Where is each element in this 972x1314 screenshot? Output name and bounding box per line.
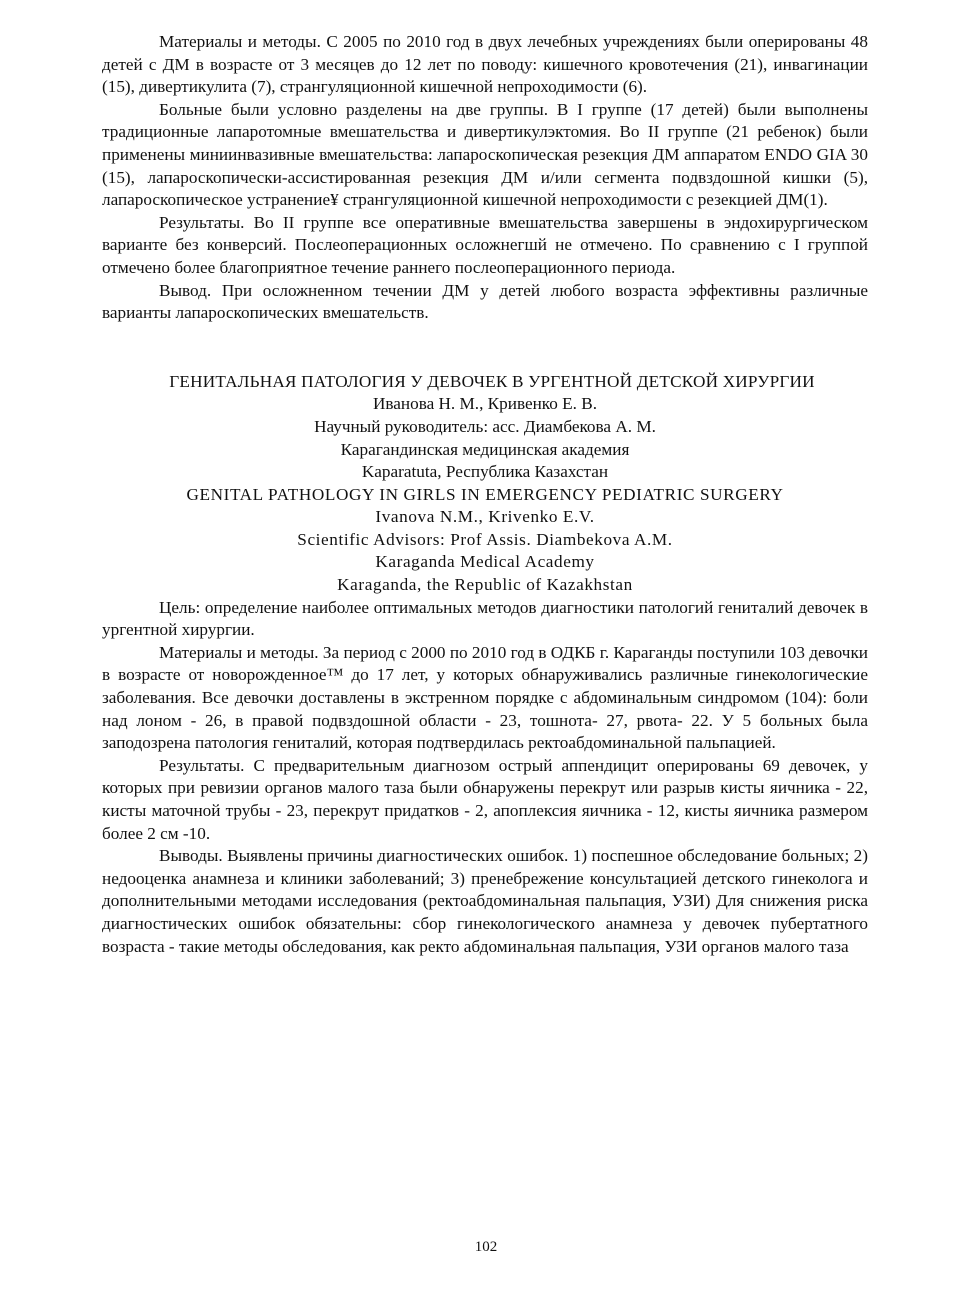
article2-paragraph: Цель: определение наиболее оптимальных методов диагностики патологий гениталий девочек в ургентной хирургии.	[102, 597, 868, 640]
article1-paragraph: Результаты. Во II группе все оперативные вмешательства завершены в эндохирургическом варианте без конверсий. Послеоперационных осложнегшй не отмечено. По сравнению с I группой отмечено более благоприятное течение раннего послеоперационного периода.	[102, 212, 868, 277]
page-number: 102	[474, 1239, 498, 1255]
article1-paragraph: Больные были условно разделены на две группы. В I группе (17 детей) были выполнены традиционные лапаротомные вмешательства и дивертикулэктомия. Во II группе (21 ребенок) были применены миниинвазивные вмешательства: лапароскопическая резекция ДМ аппаратом ENDO GIA 30 (15), лапароскопически-ассистированная резекция ДМ и/или сегмента подвздошной кишки (5), лапароскопическое устранение¥ странгуляционной кишечной непроходимости с резекцией ДМ(1).	[102, 99, 868, 210]
article2-advisor-en: Scientific Advisors: Prof Assis. Diambekova A.M.	[297, 529, 673, 549]
article2-paragraph: Материалы и методы. За период с 2000 по 2010 год в ОДКБ г. Караганды поступили 103 девочки в возрасте от новорожденное™ до 17 лет, у которых обнаруживались различные гинекологические заболевания. Все девочки доставлены в экстренном порядке с абдоминальным синдромом (104): боли над лоном - 26, в правой подвздошной области - 23, тошнота- 27, рвота- 22. У 5 больных была заподозрена патология гениталий, которая подтвердилась ректоабдоминальной пальпацией.	[102, 642, 868, 753]
article2-authors-ru: Иванова Н. М., Кривенко Е. В.	[372, 394, 598, 414]
article2-paragraph: Результаты. С предварительным диагнозом острый аппендицит оперированы 69 девочек, у которых при ревизии органов малого таза были обнаружены перекрут или разрыв кисты яичника - 22, кисты маточной трубы - 23, перекрут придатков - 2, апоплексия яичника - 12, кисты яичника размером более 2 см -10.	[102, 755, 868, 843]
article2-paragraph: Выводы. Выявлены причины диагностических ошибок. 1) поспешное обследование больных; 2) недооценка анамнеза и клиники заболеваний; 3) пренебрежение консультацией детского гинеколога и дополнительными методами исследования (ректоабдоминальная пальпация, УЗИ) Для снижения риска диагностических ошибок обязательны: сбор гинекологического анамнеза у девочек пубертатного возраста - такие методы обследования, как ректо абдоминальная пальпация, УЗИ органов малого таза	[102, 846, 868, 956]
page-body	[102, 31, 868, 958]
article2-institution-en: Karaganda Medical Academy	[375, 552, 595, 572]
article1-paragraph: Материалы и методы. С 2005 по 2010 год в двух лечебных учреждениях были оперированы 48 детей с ДМ в возрасте от 3 месяцев до 12 лет по поводу: кишечного кровотечения (21), инвагинации (15), дивертикулита (7), странгуляционной кишечной непроходимости (6).	[102, 32, 868, 97]
article2-advisor-ru: Научный руководитель: асс. Диамбекова А. М.	[314, 416, 656, 436]
article2-authors-en: Ivanova N.M., Krivenko E.V.	[375, 507, 595, 527]
article2-institution-ru: Карагандинская медицинская академия	[340, 439, 630, 459]
article1-paragraph: Вывод. При осложненном течении ДМ у детей любого возраста эффективны различные варианты лапароскопических вмешательств.	[102, 280, 868, 323]
article2-title-ru: ГЕНИТАЛЬНАЯ ПАТОЛОГИЯ У ДЕВОЧЕК В УРГЕНТНОЙ ДЕТСКОЙ ХИРУРГИИ	[169, 371, 815, 391]
article2-location-ru: Kaparatuta, Республика Казахстан	[361, 462, 609, 482]
article2-title-en: GENITAL PATHOLOGY IN GIRLS IN EMERGENCY PEDIATRIC SURGERY	[186, 484, 784, 504]
section-spacer	[102, 325, 868, 371]
article2-location-en: Karaganda, the Republic of Kazakhstan	[337, 575, 633, 595]
